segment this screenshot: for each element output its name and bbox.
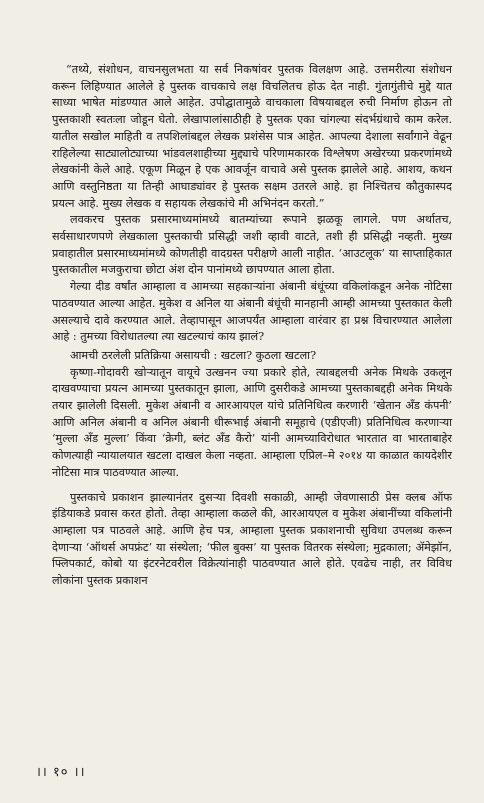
page-number: ।। १० ।। [36,765,86,780]
paragraph-response: आमची ठरलेली प्रतिक्रिया असायची : खटला? कुठला खटला? [70,348,317,362]
paragraph-publication: पुस्तकाचे प्रकाशन झाल्यानंतर दुसऱ्या दिवशी सकाळी, आम्ही जेवणासाठी प्रेस क्लब ऑफ इंडियाकडे प्रवास करत होतो. तेव्हा आम्हाला कळले की, आरआयएल व मुकेश अंबानींच्या वकिलांनी आम्हाला पत्र पाठवले आहे. आणि हेच पत्र, आम्हाला पुस्तक प्रकाशनाची सुविधा उपलब्ध करून देणाऱ्या ‘ऑथर्स अपफ्रंट’ या संस्थेला; ‘फील बुक्स’ या पुस्तक वितरक संस्थेला; मुद्रकाला; ॲमेझॉन, फ्लिपकार्ट, कोबो या इंटरनेटवरील विक्रेत्यांनाही पाठवण्यात आले होते. एवढेच नाही, तर विविध लोकांना पुस्तक प्रकाशन [52,490,452,588]
page-body [52,62,452,590]
paragraph-notices: गेल्या दीड वर्षांत आम्हाला व आमच्या सहकाऱ्यांना अंबानी बंधूंच्या वकिलांकडून अनेक नोटिसा पाठवण्यात आल्या आहेत. मुकेश व अनिल या अंबानी बंधूंची मानहानी आम्ही आमच्या पुस्तकात केली असल्याचे दावे करण्यात आले. तेव्हापासून आजपर्यंत आम्हाला वारंवार हा प्रश्न विचारण्यात आलेला आहे : तुमच्या विरोधातल्या त्या खटल्याचं काय झालं? [52,280,452,344]
paragraph-media-coverage: लवकरच पुस्तक प्रसारमाध्यमांमध्ये बातम्यांच्या रूपाने झळकू लागले. पण अर्थातच, सर्वसाधारणपणे लेखकाला पुस्तकाची प्रसिद्धी जशी व्हावी वाटते, तशी ही प्रसिद्धी नव्हती. मुख्य प्रवाहातील प्रसारमाध्यमांमध्ये कोणतीही वादग्रस्त परीक्षणे आली नाहीत. ‘आउटलूक’ या साप्ताहिकात पुस्तकातील मजकुराचा छोटा अंश दोन पानांमध्ये छापण्यात आला होता. [52,213,452,277]
paragraph-myths: कृष्णा-गोदावरी खोऱ्यातून वायूचे उत्खनन ज्या प्रकारे होते, त्याबद्दलची अनेक मिथके उकलून दाखवण्याचा प्रयत्न आमच्या पुस्तकातून झाला, आणि दुसरीकडे आमच्या पुस्तकाबद्दही अनेक मिथके तयार झालेली दिसली. मुकेश अंबानी व आरआयएल यांचे प्रतिनिधित्व करणारी ‘खेतान अँड कंपनी’ आणि अनिल अंबानी व अनिल अंबानी धीरूभाई अंबानी समूहाचे (एडीएजी) प्रतिनिधित्व करणाऱ्या ‘मुल्ला अँड मुल्ला’ किंवा ‘क्रेगी, ब्लंट अँड कैरो’ यांनी आमच्याविरोधात भारतात वा भारताबाहेर कोणत्याही न्यायालयात खटला दाखल केला नव्हता. आम्हाला एप्रिल–मे २०१४ या काळात कायदेशीर नोटिसा मात्र पाठवण्यात आल्या. [52,365,452,479]
paragraph-review-quote: “तथ्ये, संशोधन, वाचनसुलभता या सर्व निकषांवर पुस्तक विलक्षण आहे. उत्तमरीत्या संशोधन करून लिहिण्यात आलेले हे पुस्तक वाचकाचे लक्ष विचलितच होऊ देत नाही. गुंतागुंतीचे मुद्दे यात साध्या भाषेत मांडण्यात आले आहेत. उपोद्घातामुळे वाचकाला विषयाबद्दल रुची निर्माण होऊन तो पुस्तकाशी स्वतःला जोडून घेतो. लेखापालांसाठीही हे पुस्तक एका चांगल्या संदर्भग्रंथाचे काम करेल. यातील सखोल माहिती व तपशिलांबद्दल लेखक प्रशंसेस पात्र आहेत. आपल्या देशाला सर्वांगाने वेढून राहिलेल्या साट्यालोट्याच्या भांडवलशाहीच्या मुद्द्याचे परिणामकारक विश्लेषण अखेरच्या प्रकरणांमध्ये लेखकांनी केले आहे. एकूण मिळून हे एक आवर्जून वाचावे असे पुस्तक झालेले आहे. आशय, कथन आणि वस्तुनिष्ठता या तिन्ही आघाड्यांवर हे पुस्तक सक्षम उतरले आहे. हा निश्चितच कौतुकास्पद प्रयत्न आहे. मुख्य लेखक व सहायक लेखकांचे मी अभिनंदन करतो.” [52,63,452,210]
